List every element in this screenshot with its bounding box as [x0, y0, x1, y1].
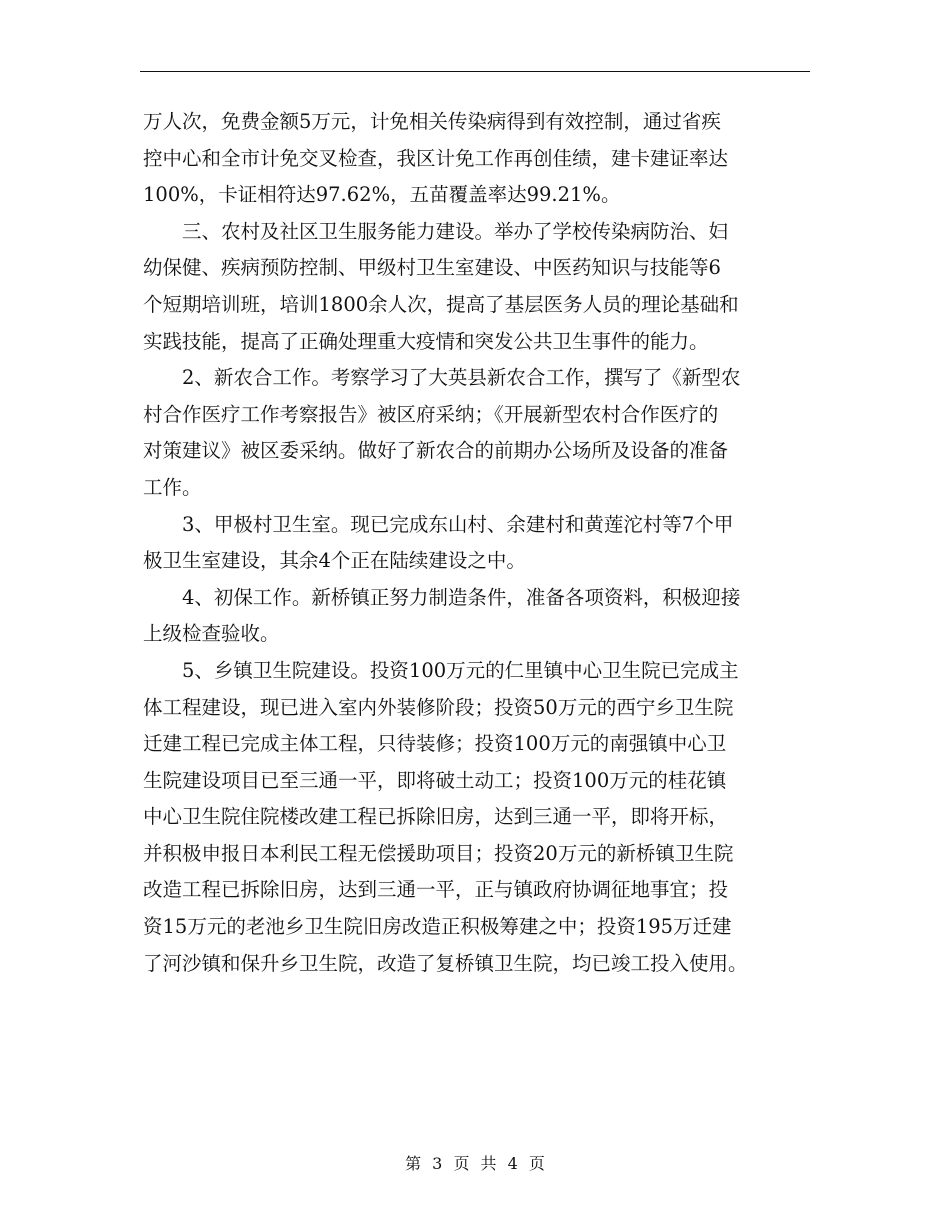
header-rule — [140, 71, 810, 72]
text-line: 上级检查验收。 — [143, 622, 280, 646]
text-line: 5、乡镇卫生院建设。投资100万元的仁里镇中心卫生院已完成主 — [182, 658, 739, 682]
page-number: 第 3 页 共 4 页 — [405, 1154, 545, 1173]
text-line: 极卫生室建设，其余4个正在陆续建设之中。 — [143, 549, 526, 573]
text-line: 三、农村及社区卫生服务能力建设。举办了学校传染病防治、妇 — [182, 219, 729, 243]
text-line: 幼保健、疾病预防控制、甲级村卫生室建设、中医药知识与技能等6 — [143, 256, 721, 280]
text-line: 实践技能，提高了正确处理重大疫情和突发公共卫生事件的能力。 — [143, 329, 709, 353]
text-line: 个短期培训班，培训1800余人次，提高了基层医务人员的理论基础和 — [143, 292, 739, 316]
text-line: 改造工程已拆除旧房，达到三通一平，正与镇政府协调征地事宜；投 — [143, 878, 729, 902]
text-line: 了河沙镇和保升乡卫生院，改造了复桥镇卫生院，均已竣工投入使用。 — [143, 951, 748, 975]
text-line: 对策建议》被区委采纳。做好了新农合的前期办公场所及设备的准备 — [143, 439, 729, 463]
text-line: 工作。 — [143, 475, 202, 499]
text-line: 迁建工程已完成主体工程，只待装修；投资100万元的南强镇中心卫 — [143, 732, 727, 756]
text-line: 100%，卡证相符达97.62%，五苗覆盖率达99.21%。 — [143, 183, 621, 207]
document-body — [143, 104, 810, 982]
text-line: 中心卫生院住院楼改建工程已拆除旧房，达到三通一平，即将开标， — [143, 805, 729, 829]
text-line: 万人次，免费金额5万元，计免相关传染病得到有效控制，通过省疾 — [143, 110, 721, 133]
text-line: 村合作医疗工作考察报告》被区府采纳；《开展新型农村合作医疗的 — [143, 402, 719, 426]
text-line: 2、新农合工作。考察学习了大英县新农合工作，撰写了《新型农 — [182, 366, 741, 390]
text-line: 并积极申报日本利民工程无偿援助项目；投资20万元的新桥镇卫生院 — [143, 841, 734, 865]
text-line: 3、甲极村卫生室。现已完成东山村、余建村和黄莲沱村等7个甲 — [182, 512, 734, 536]
text-line: 资15万元的老池乡卫生院旧房改造正积极筹建之中；投资195万迁建 — [143, 915, 732, 939]
text-line: 4、初保工作。新桥镇正努力制造条件，准备各项资料，积极迎接 — [182, 585, 741, 609]
text-line: 控中心和全市计免交叉检查，我区计免工作再创佳绩，建卡建证率达 — [143, 146, 729, 170]
text-line: 生院建设项目已至三通一平，即将破土动工；投资100万元的桂花镇 — [143, 768, 727, 792]
text-line: 体工程建设，现已进入室内外装修阶段；投资50万元的西宁乡卫生院 — [143, 695, 734, 719]
